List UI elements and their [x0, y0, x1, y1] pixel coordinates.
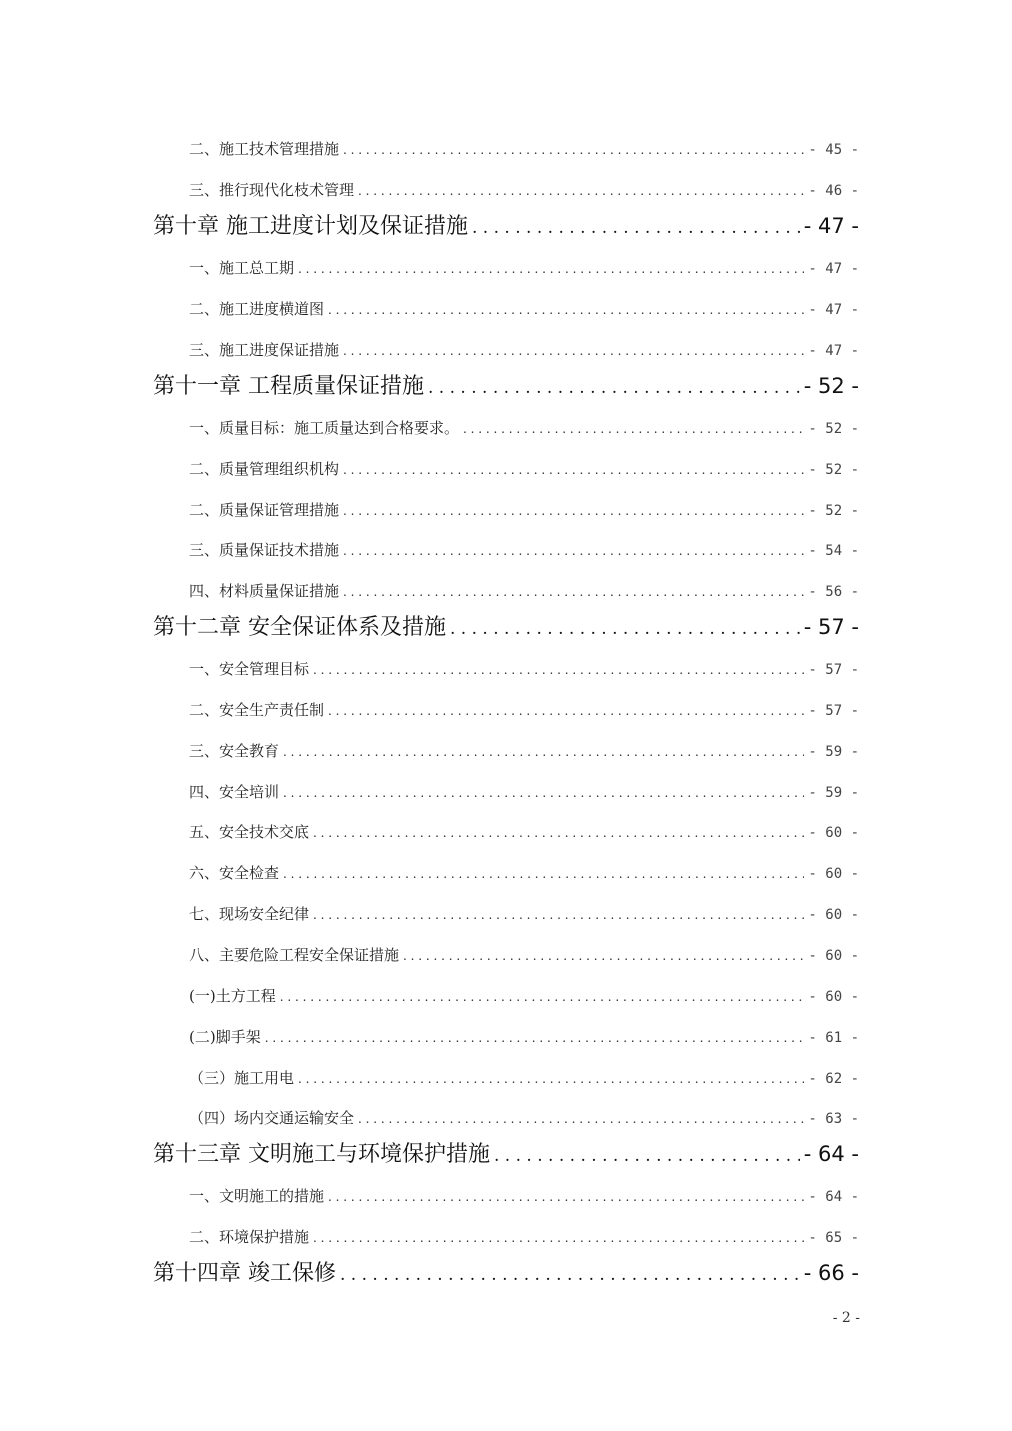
toc-entry-label: 五、安全技术交底	[189, 823, 310, 841]
toc-entry-label: 二、施工进度横道图	[189, 300, 325, 318]
toc-leader-dots	[358, 1107, 804, 1130]
toc-entry-label: 三、质量保证技术措施	[189, 541, 340, 559]
toc-leader-dots	[313, 903, 804, 926]
toc-entry-page: - 60 -	[808, 866, 859, 882]
toc-leader-dots	[343, 138, 804, 161]
toc-entry[interactable]	[189, 256, 859, 280]
toc-entry[interactable]	[189, 1225, 859, 1249]
toc-leader-dots	[472, 211, 800, 243]
toc-entry-label: (一)土方工程	[189, 987, 276, 1005]
toc-entry-page: - 56 -	[808, 584, 859, 600]
toc-chapter-label: 第十一章 工程质量保证措施	[153, 374, 424, 399]
toc-entry[interactable]	[189, 902, 859, 926]
toc-leader-dots	[463, 417, 804, 440]
toc-leader-dots	[428, 371, 800, 403]
toc-chapter-page: - 52 -	[803, 374, 859, 398]
toc-leader-dots	[340, 1258, 800, 1290]
toc-entry-page: - 46 -	[808, 183, 859, 199]
toc-entry[interactable]	[189, 984, 859, 1008]
toc-chapter-page: - 57 -	[803, 615, 859, 639]
toc-entry-page: - 52 -	[808, 503, 859, 519]
toc-entry-label: 八、主要危险工程安全保证措施	[189, 946, 400, 964]
toc-entry-label: 三、推行现代化枝术管理	[189, 181, 355, 199]
toc-entry[interactable]	[189, 657, 859, 681]
toc-entry[interactable]	[189, 137, 859, 161]
toc-chapter[interactable]	[153, 209, 859, 243]
toc-leader-dots	[328, 1185, 804, 1208]
toc-entry-page: - 57 -	[808, 662, 859, 678]
toc-entry[interactable]	[189, 820, 859, 844]
toc-entry-page: - 57 -	[808, 703, 859, 719]
toc-entry-label: 二、安全生产责任制	[189, 701, 325, 719]
toc-entry-page: - 63 -	[808, 1111, 859, 1127]
toc-entry[interactable]	[189, 1184, 859, 1208]
toc-entry-page: - 60 -	[808, 989, 859, 1005]
toc-entry[interactable]	[189, 1066, 859, 1090]
toc-chapter[interactable]	[153, 369, 859, 403]
toc-chapter-page: - 66 -	[803, 1261, 859, 1285]
toc-entry-page: - 60 -	[808, 825, 859, 841]
toc-entry-label: 三、施工进度保证措施	[189, 341, 340, 359]
toc-leader-dots	[313, 658, 804, 681]
toc-chapter-page: - 64 -	[803, 1142, 859, 1166]
toc-entry-label: 一、质量目标：施工质量达到合格要求。	[189, 419, 460, 437]
toc-entry-label: 六、安全检查	[189, 864, 280, 882]
toc-leader-dots	[280, 985, 805, 1008]
toc-entry-label: (二)脚手架	[189, 1028, 261, 1046]
toc-entry[interactable]	[189, 538, 859, 562]
toc-leader-dots	[283, 862, 804, 885]
toc-leader-dots	[328, 699, 804, 722]
toc-entry[interactable]	[189, 1106, 859, 1130]
toc-leader-dots	[494, 1139, 800, 1171]
toc-entry[interactable]	[189, 943, 859, 967]
toc-leader-dots	[283, 781, 804, 804]
toc-leader-dots	[298, 257, 804, 280]
toc-entry-label: 一、文明施工的措施	[189, 1187, 325, 1205]
toc-entry-page: - 47 -	[808, 302, 859, 318]
toc-leader-dots	[450, 612, 800, 644]
toc-entry-label: 二、质量管理组织机构	[189, 460, 340, 478]
toc-chapter[interactable]	[153, 610, 859, 644]
footer-page-number: - 2 -	[832, 1310, 860, 1326]
toc-entry[interactable]	[189, 498, 859, 522]
toc-leader-dots	[343, 339, 804, 362]
toc-chapter[interactable]	[153, 1256, 859, 1290]
toc-leader-dots	[358, 179, 804, 202]
toc-entry-label: 二、施工技术管理措施	[189, 140, 340, 158]
toc-leader-dots	[265, 1026, 805, 1049]
toc-entry[interactable]	[189, 861, 859, 885]
toc-chapter-label: 第十二章 安全保证体系及措施	[153, 615, 446, 640]
toc-entry-page: - 59 -	[808, 785, 859, 801]
toc-entry-label: 四、安全培训	[189, 783, 280, 801]
toc-chapter[interactable]	[153, 1137, 859, 1171]
toc-entry-page: - 60 -	[808, 907, 859, 923]
toc-leader-dots	[283, 740, 804, 763]
toc-leader-dots	[328, 298, 804, 321]
toc-entry-page: - 52 -	[808, 421, 859, 437]
toc-entry[interactable]	[189, 297, 859, 321]
toc-entry[interactable]	[189, 1025, 859, 1049]
toc-entry-label: （三）施工用电	[189, 1069, 295, 1087]
toc-entry-page: - 47 -	[808, 261, 859, 277]
toc-entry-label: 四、材料质量保证措施	[189, 582, 340, 600]
toc-entry[interactable]	[189, 780, 859, 804]
toc-entry[interactable]	[189, 698, 859, 722]
toc-entry[interactable]	[189, 178, 859, 202]
toc-entry-page: - 61 -	[808, 1030, 859, 1046]
toc-entry-page: - 59 -	[808, 744, 859, 760]
toc-leader-dots	[343, 458, 804, 481]
toc-leader-dots	[343, 499, 804, 522]
toc-entry-label: 一、施工总工期	[189, 259, 295, 277]
toc-entry-page: - 47 -	[808, 343, 859, 359]
toc-entry-page: - 60 -	[808, 948, 859, 964]
toc-chapter-label: 第十章 施工进度计划及保证措施	[153, 214, 468, 239]
toc-leader-dots	[343, 580, 804, 603]
toc-entry[interactable]	[189, 338, 859, 362]
toc-entry-label: 三、安全教育	[189, 742, 280, 760]
toc-entry[interactable]	[189, 739, 859, 763]
toc-leader-dots	[298, 1067, 804, 1090]
toc-entry-page: - 54 -	[808, 543, 859, 559]
toc-entry-label: 二、质量保证管理措施	[189, 501, 340, 519]
toc-entry[interactable]	[189, 416, 859, 440]
toc-entry-label: 七、现场安全纪律	[189, 905, 310, 923]
toc-leader-dots	[313, 1226, 804, 1249]
toc-leader-dots	[343, 539, 804, 562]
toc-chapter-label: 第十三章 文明施工与环境保护措施	[153, 1142, 490, 1167]
toc-entry-page: - 64 -	[808, 1189, 859, 1205]
toc-entry-label: 二、环境保护措施	[189, 1228, 310, 1246]
toc-entry-page: - 52 -	[808, 462, 859, 478]
toc-leader-dots	[313, 821, 804, 844]
toc-entry-page: - 62 -	[808, 1071, 859, 1087]
toc-entry[interactable]	[189, 457, 859, 481]
toc-entry-page: - 45 -	[808, 142, 859, 158]
toc-chapter-page: - 47 -	[803, 214, 859, 238]
toc-entry[interactable]	[189, 579, 859, 603]
toc-leader-dots	[403, 944, 804, 967]
toc-entry-label: （四）场内交通运输安全	[189, 1109, 355, 1127]
toc-entry-page: - 65 -	[808, 1230, 859, 1246]
toc-chapter-label: 第十四章 竣工保修	[153, 1261, 336, 1286]
toc-entry-label: 一、安全管理目标	[189, 660, 310, 678]
